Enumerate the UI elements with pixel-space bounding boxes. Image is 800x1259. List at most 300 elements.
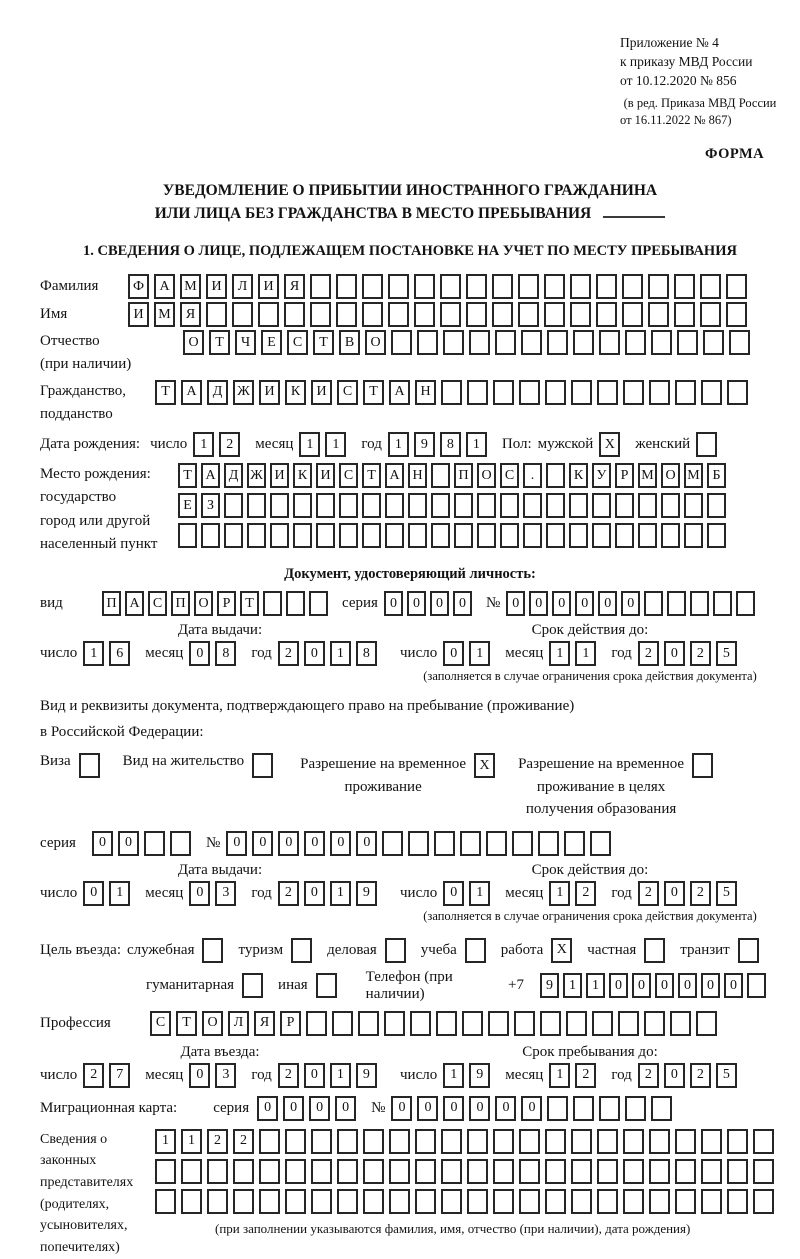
char-cell[interactable] bbox=[391, 330, 412, 355]
char-cell[interactable]: 0 bbox=[189, 881, 210, 906]
char-cell[interactable] bbox=[316, 493, 335, 518]
char-cell[interactable] bbox=[684, 493, 703, 518]
char-cell[interactable]: 0 bbox=[304, 641, 325, 666]
char-cell[interactable]: Т bbox=[240, 591, 259, 616]
char-cell[interactable] bbox=[674, 302, 695, 327]
char-cell[interactable] bbox=[467, 1189, 488, 1214]
char-cell[interactable]: 0 bbox=[664, 1063, 685, 1088]
char-cell[interactable]: У bbox=[592, 463, 611, 488]
char-cell[interactable] bbox=[259, 1189, 280, 1214]
char-cell[interactable] bbox=[623, 1189, 644, 1214]
char-cell[interactable]: 0 bbox=[443, 881, 464, 906]
char-cell[interactable] bbox=[569, 523, 588, 548]
char-cell[interactable] bbox=[311, 1189, 332, 1214]
char-cell[interactable] bbox=[592, 493, 611, 518]
char-cell[interactable] bbox=[547, 1096, 568, 1121]
char-cell[interactable] bbox=[622, 274, 643, 299]
char-cell[interactable] bbox=[466, 302, 487, 327]
char-cell[interactable]: 0 bbox=[278, 831, 299, 856]
char-cell[interactable] bbox=[546, 493, 565, 518]
char-cell[interactable] bbox=[615, 523, 634, 548]
char-cell[interactable]: 0 bbox=[495, 1096, 516, 1121]
char-cell[interactable] bbox=[467, 380, 488, 405]
char-cell[interactable]: 0 bbox=[330, 831, 351, 856]
char-cell[interactable]: 2 bbox=[638, 641, 659, 666]
char-cell[interactable]: 0 bbox=[469, 1096, 490, 1121]
char-cell[interactable]: 1 bbox=[330, 881, 351, 906]
char-cell[interactable] bbox=[144, 831, 165, 856]
checkbox-cell[interactable]: X bbox=[551, 938, 572, 963]
char-cell[interactable] bbox=[545, 1189, 566, 1214]
char-cell[interactable]: 1 bbox=[155, 1129, 176, 1154]
char-cell[interactable]: М bbox=[180, 274, 201, 299]
char-cell[interactable] bbox=[753, 1159, 774, 1184]
char-cell[interactable]: Т bbox=[313, 330, 334, 355]
checkbox-cell[interactable] bbox=[242, 973, 263, 998]
char-cell[interactable]: 1 bbox=[563, 973, 582, 998]
char-cell[interactable] bbox=[467, 1129, 488, 1154]
char-cell[interactable] bbox=[337, 1189, 358, 1214]
char-cell[interactable]: . bbox=[523, 463, 542, 488]
char-cell[interactable]: 0 bbox=[226, 831, 247, 856]
char-cell[interactable] bbox=[512, 831, 533, 856]
char-cell[interactable]: С bbox=[339, 463, 358, 488]
char-cell[interactable] bbox=[701, 1159, 722, 1184]
char-cell[interactable]: 5 bbox=[716, 641, 737, 666]
char-cell[interactable]: 0 bbox=[575, 591, 594, 616]
char-cell[interactable] bbox=[571, 1189, 592, 1214]
char-cell[interactable]: 1 bbox=[575, 641, 596, 666]
char-cell[interactable] bbox=[362, 302, 383, 327]
char-cell[interactable]: 0 bbox=[309, 1096, 330, 1121]
char-cell[interactable]: Т bbox=[176, 1011, 197, 1036]
char-cell[interactable]: Р bbox=[280, 1011, 301, 1036]
char-cell[interactable]: 8 bbox=[440, 432, 461, 457]
checkbox-cell[interactable] bbox=[291, 938, 312, 963]
char-cell[interactable] bbox=[363, 1159, 384, 1184]
char-cell[interactable]: 1 bbox=[443, 1063, 464, 1088]
char-cell[interactable] bbox=[519, 380, 540, 405]
checkbox-cell[interactable] bbox=[738, 938, 759, 963]
checkbox-cell[interactable]: X bbox=[599, 432, 620, 457]
char-cell[interactable] bbox=[622, 302, 643, 327]
checkbox-cell[interactable] bbox=[692, 753, 713, 778]
char-cell[interactable]: 1 bbox=[109, 881, 130, 906]
char-cell[interactable] bbox=[493, 1159, 514, 1184]
char-cell[interactable] bbox=[495, 330, 516, 355]
char-cell[interactable]: Д bbox=[207, 380, 228, 405]
char-cell[interactable] bbox=[596, 302, 617, 327]
char-cell[interactable] bbox=[544, 302, 565, 327]
char-cell[interactable] bbox=[544, 274, 565, 299]
char-cell[interactable]: 0 bbox=[621, 591, 640, 616]
char-cell[interactable]: 2 bbox=[575, 881, 596, 906]
char-cell[interactable] bbox=[382, 831, 403, 856]
char-cell[interactable] bbox=[362, 274, 383, 299]
char-cell[interactable] bbox=[597, 1189, 618, 1214]
char-cell[interactable] bbox=[284, 302, 305, 327]
char-cell[interactable] bbox=[389, 1129, 410, 1154]
char-cell[interactable]: 2 bbox=[638, 881, 659, 906]
char-cell[interactable] bbox=[649, 1189, 670, 1214]
char-cell[interactable]: Т bbox=[178, 463, 197, 488]
char-cell[interactable]: 2 bbox=[83, 1063, 104, 1088]
char-cell[interactable]: Я bbox=[180, 302, 201, 327]
char-cell[interactable] bbox=[597, 1129, 618, 1154]
char-cell[interactable]: 0 bbox=[664, 641, 685, 666]
char-cell[interactable]: Ф bbox=[128, 274, 149, 299]
char-cell[interactable] bbox=[597, 380, 618, 405]
char-cell[interactable] bbox=[753, 1189, 774, 1214]
char-cell[interactable] bbox=[500, 493, 519, 518]
char-cell[interactable] bbox=[293, 493, 312, 518]
checkbox-cell[interactable] bbox=[644, 938, 665, 963]
char-cell[interactable] bbox=[467, 1159, 488, 1184]
char-cell[interactable] bbox=[441, 1159, 462, 1184]
char-cell[interactable]: 1 bbox=[549, 1063, 570, 1088]
char-cell[interactable]: 0 bbox=[506, 591, 525, 616]
char-cell[interactable]: 0 bbox=[92, 831, 113, 856]
char-cell[interactable]: С bbox=[148, 591, 167, 616]
char-cell[interactable] bbox=[339, 493, 358, 518]
char-cell[interactable]: Я bbox=[284, 274, 305, 299]
char-cell[interactable]: Н bbox=[415, 380, 436, 405]
char-cell[interactable]: С bbox=[337, 380, 358, 405]
char-cell[interactable] bbox=[259, 1159, 280, 1184]
char-cell[interactable]: 1 bbox=[83, 641, 104, 666]
char-cell[interactable]: Я bbox=[254, 1011, 275, 1036]
char-cell[interactable] bbox=[233, 1189, 254, 1214]
char-cell[interactable]: Л bbox=[228, 1011, 249, 1036]
char-cell[interactable] bbox=[570, 274, 591, 299]
char-cell[interactable] bbox=[258, 302, 279, 327]
char-cell[interactable] bbox=[285, 1189, 306, 1214]
char-cell[interactable] bbox=[492, 302, 513, 327]
char-cell[interactable] bbox=[414, 302, 435, 327]
char-cell[interactable]: 0 bbox=[252, 831, 273, 856]
char-cell[interactable]: 1 bbox=[181, 1129, 202, 1154]
char-cell[interactable] bbox=[408, 493, 427, 518]
char-cell[interactable] bbox=[310, 274, 331, 299]
char-cell[interactable] bbox=[270, 493, 289, 518]
char-cell[interactable] bbox=[726, 302, 747, 327]
char-cell[interactable]: 0 bbox=[529, 591, 548, 616]
char-cell[interactable] bbox=[431, 463, 450, 488]
char-cell[interactable]: И bbox=[258, 274, 279, 299]
char-cell[interactable] bbox=[644, 1011, 665, 1036]
char-cell[interactable] bbox=[675, 1159, 696, 1184]
char-cell[interactable] bbox=[362, 523, 381, 548]
char-cell[interactable]: А bbox=[181, 380, 202, 405]
char-cell[interactable] bbox=[675, 380, 696, 405]
checkbox-cell[interactable] bbox=[696, 432, 717, 457]
char-cell[interactable]: П bbox=[454, 463, 473, 488]
char-cell[interactable]: 3 bbox=[215, 881, 236, 906]
char-cell[interactable] bbox=[309, 591, 328, 616]
char-cell[interactable]: 0 bbox=[118, 831, 139, 856]
char-cell[interactable]: 2 bbox=[219, 432, 240, 457]
char-cell[interactable]: К bbox=[293, 463, 312, 488]
char-cell[interactable]: О bbox=[194, 591, 213, 616]
char-cell[interactable] bbox=[434, 831, 455, 856]
char-cell[interactable]: Т bbox=[362, 463, 381, 488]
char-cell[interactable] bbox=[566, 1011, 587, 1036]
char-cell[interactable] bbox=[514, 1011, 535, 1036]
char-cell[interactable] bbox=[155, 1189, 176, 1214]
char-cell[interactable]: 2 bbox=[207, 1129, 228, 1154]
char-cell[interactable]: 0 bbox=[391, 1096, 412, 1121]
char-cell[interactable] bbox=[729, 330, 750, 355]
char-cell[interactable] bbox=[727, 1189, 748, 1214]
char-cell[interactable] bbox=[713, 591, 732, 616]
char-cell[interactable]: 7 bbox=[109, 1063, 130, 1088]
checkbox-cell[interactable] bbox=[385, 938, 406, 963]
char-cell[interactable] bbox=[518, 302, 539, 327]
char-cell[interactable] bbox=[519, 1189, 540, 1214]
char-cell[interactable] bbox=[521, 330, 542, 355]
char-cell[interactable] bbox=[431, 523, 450, 548]
char-cell[interactable] bbox=[518, 274, 539, 299]
char-cell[interactable]: 9 bbox=[356, 881, 377, 906]
char-cell[interactable] bbox=[519, 1159, 540, 1184]
char-cell[interactable]: 1 bbox=[325, 432, 346, 457]
char-cell[interactable] bbox=[389, 1189, 410, 1214]
char-cell[interactable] bbox=[493, 1189, 514, 1214]
char-cell[interactable]: 1 bbox=[466, 432, 487, 457]
char-cell[interactable]: 9 bbox=[469, 1063, 490, 1088]
char-cell[interactable] bbox=[649, 1129, 670, 1154]
char-cell[interactable] bbox=[644, 591, 663, 616]
char-cell[interactable]: 2 bbox=[690, 641, 711, 666]
char-cell[interactable]: А bbox=[125, 591, 144, 616]
char-cell[interactable]: 0 bbox=[257, 1096, 278, 1121]
char-cell[interactable] bbox=[285, 1129, 306, 1154]
char-cell[interactable]: 0 bbox=[443, 1096, 464, 1121]
char-cell[interactable]: 9 bbox=[540, 973, 559, 998]
char-cell[interactable] bbox=[570, 302, 591, 327]
char-cell[interactable] bbox=[667, 591, 686, 616]
char-cell[interactable] bbox=[674, 274, 695, 299]
char-cell[interactable] bbox=[592, 1011, 613, 1036]
char-cell[interactable]: 0 bbox=[664, 881, 685, 906]
char-cell[interactable] bbox=[362, 493, 381, 518]
char-cell[interactable]: 6 bbox=[109, 641, 130, 666]
char-cell[interactable]: П bbox=[171, 591, 190, 616]
char-cell[interactable] bbox=[538, 831, 559, 856]
char-cell[interactable] bbox=[181, 1189, 202, 1214]
char-cell[interactable]: 0 bbox=[678, 973, 697, 998]
char-cell[interactable] bbox=[410, 1011, 431, 1036]
char-cell[interactable] bbox=[337, 1129, 358, 1154]
char-cell[interactable] bbox=[206, 302, 227, 327]
char-cell[interactable] bbox=[247, 523, 266, 548]
char-cell[interactable] bbox=[648, 302, 669, 327]
char-cell[interactable]: 9 bbox=[356, 1063, 377, 1088]
char-cell[interactable] bbox=[675, 1129, 696, 1154]
char-cell[interactable]: 0 bbox=[552, 591, 571, 616]
char-cell[interactable] bbox=[618, 1011, 639, 1036]
char-cell[interactable]: 5 bbox=[716, 881, 737, 906]
char-cell[interactable] bbox=[545, 1129, 566, 1154]
char-cell[interactable]: А bbox=[154, 274, 175, 299]
char-cell[interactable] bbox=[571, 1129, 592, 1154]
char-cell[interactable]: 8 bbox=[215, 641, 236, 666]
char-cell[interactable] bbox=[440, 302, 461, 327]
char-cell[interactable]: О bbox=[477, 463, 496, 488]
char-cell[interactable]: 1 bbox=[469, 641, 490, 666]
char-cell[interactable] bbox=[597, 1159, 618, 1184]
char-cell[interactable] bbox=[545, 1159, 566, 1184]
char-cell[interactable] bbox=[155, 1159, 176, 1184]
char-cell[interactable]: Ч bbox=[235, 330, 256, 355]
char-cell[interactable] bbox=[690, 591, 709, 616]
char-cell[interactable] bbox=[417, 330, 438, 355]
char-cell[interactable]: 1 bbox=[388, 432, 409, 457]
char-cell[interactable]: 1 bbox=[330, 641, 351, 666]
char-cell[interactable] bbox=[441, 1189, 462, 1214]
char-cell[interactable] bbox=[462, 1011, 483, 1036]
char-cell[interactable] bbox=[661, 493, 680, 518]
char-cell[interactable]: Р bbox=[217, 591, 236, 616]
char-cell[interactable] bbox=[727, 380, 748, 405]
checkbox-cell[interactable] bbox=[316, 973, 337, 998]
checkbox-cell[interactable] bbox=[79, 753, 100, 778]
char-cell[interactable] bbox=[233, 1159, 254, 1184]
char-cell[interactable]: С bbox=[287, 330, 308, 355]
char-cell[interactable] bbox=[385, 523, 404, 548]
char-cell[interactable] bbox=[336, 274, 357, 299]
char-cell[interactable] bbox=[648, 274, 669, 299]
char-cell[interactable] bbox=[649, 1159, 670, 1184]
char-cell[interactable] bbox=[547, 330, 568, 355]
char-cell[interactable]: 5 bbox=[716, 1063, 737, 1088]
char-cell[interactable] bbox=[388, 274, 409, 299]
char-cell[interactable] bbox=[523, 493, 542, 518]
char-cell[interactable] bbox=[696, 1011, 717, 1036]
char-cell[interactable]: 1 bbox=[469, 881, 490, 906]
char-cell[interactable] bbox=[519, 1129, 540, 1154]
char-cell[interactable] bbox=[523, 523, 542, 548]
char-cell[interactable] bbox=[259, 1129, 280, 1154]
char-cell[interactable]: 1 bbox=[330, 1063, 351, 1088]
char-cell[interactable] bbox=[388, 302, 409, 327]
char-cell[interactable] bbox=[623, 380, 644, 405]
char-cell[interactable]: Т bbox=[209, 330, 230, 355]
char-cell[interactable] bbox=[232, 302, 253, 327]
char-cell[interactable] bbox=[700, 274, 721, 299]
char-cell[interactable] bbox=[477, 523, 496, 548]
char-cell[interactable]: О bbox=[202, 1011, 223, 1036]
char-cell[interactable] bbox=[178, 523, 197, 548]
char-cell[interactable] bbox=[431, 493, 450, 518]
char-cell[interactable] bbox=[440, 274, 461, 299]
char-cell[interactable]: 0 bbox=[417, 1096, 438, 1121]
char-cell[interactable] bbox=[596, 274, 617, 299]
char-cell[interactable]: 1 bbox=[549, 641, 570, 666]
char-cell[interactable] bbox=[336, 302, 357, 327]
char-cell[interactable] bbox=[492, 274, 513, 299]
char-cell[interactable] bbox=[224, 493, 243, 518]
char-cell[interactable] bbox=[670, 1011, 691, 1036]
char-cell[interactable] bbox=[311, 1159, 332, 1184]
char-cell[interactable] bbox=[701, 380, 722, 405]
char-cell[interactable] bbox=[623, 1129, 644, 1154]
char-cell[interactable]: 2 bbox=[690, 881, 711, 906]
char-cell[interactable] bbox=[599, 330, 620, 355]
char-cell[interactable]: 1 bbox=[299, 432, 320, 457]
char-cell[interactable] bbox=[703, 330, 724, 355]
char-cell[interactable] bbox=[310, 302, 331, 327]
char-cell[interactable] bbox=[441, 380, 462, 405]
char-cell[interactable]: И bbox=[206, 274, 227, 299]
char-cell[interactable]: И bbox=[270, 463, 289, 488]
char-cell[interactable]: З bbox=[201, 493, 220, 518]
char-cell[interactable]: Е bbox=[178, 493, 197, 518]
char-cell[interactable] bbox=[358, 1011, 379, 1036]
char-cell[interactable] bbox=[638, 523, 657, 548]
char-cell[interactable] bbox=[408, 831, 429, 856]
char-cell[interactable]: 2 bbox=[690, 1063, 711, 1088]
char-cell[interactable]: 0 bbox=[724, 973, 743, 998]
char-cell[interactable]: К bbox=[569, 463, 588, 488]
char-cell[interactable]: А bbox=[201, 463, 220, 488]
char-cell[interactable]: 1 bbox=[193, 432, 214, 457]
char-cell[interactable] bbox=[651, 1096, 672, 1121]
char-cell[interactable]: 3 bbox=[215, 1063, 236, 1088]
checkbox-cell[interactable]: X bbox=[474, 753, 495, 778]
char-cell[interactable] bbox=[727, 1159, 748, 1184]
char-cell[interactable] bbox=[469, 330, 490, 355]
char-cell[interactable]: И bbox=[128, 302, 149, 327]
char-cell[interactable] bbox=[415, 1129, 436, 1154]
char-cell[interactable] bbox=[415, 1189, 436, 1214]
char-cell[interactable] bbox=[488, 1011, 509, 1036]
char-cell[interactable] bbox=[623, 1159, 644, 1184]
char-cell[interactable] bbox=[707, 493, 726, 518]
char-cell[interactable] bbox=[316, 523, 335, 548]
char-cell[interactable]: 0 bbox=[384, 591, 403, 616]
char-cell[interactable]: 0 bbox=[609, 973, 628, 998]
char-cell[interactable] bbox=[747, 973, 766, 998]
char-cell[interactable]: Т bbox=[155, 380, 176, 405]
char-cell[interactable] bbox=[500, 523, 519, 548]
char-cell[interactable] bbox=[493, 380, 514, 405]
char-cell[interactable]: 1 bbox=[586, 973, 605, 998]
char-cell[interactable] bbox=[247, 493, 266, 518]
char-cell[interactable]: 0 bbox=[335, 1096, 356, 1121]
char-cell[interactable]: П bbox=[102, 591, 121, 616]
char-cell[interactable] bbox=[436, 1011, 457, 1036]
char-cell[interactable] bbox=[385, 493, 404, 518]
char-cell[interactable] bbox=[415, 1159, 436, 1184]
char-cell[interactable] bbox=[638, 493, 657, 518]
char-cell[interactable] bbox=[727, 1129, 748, 1154]
char-cell[interactable] bbox=[707, 523, 726, 548]
char-cell[interactable] bbox=[460, 831, 481, 856]
char-cell[interactable]: И bbox=[259, 380, 280, 405]
char-cell[interactable]: 0 bbox=[632, 973, 651, 998]
char-cell[interactable] bbox=[389, 1159, 410, 1184]
char-cell[interactable] bbox=[649, 380, 670, 405]
char-cell[interactable]: 0 bbox=[189, 641, 210, 666]
char-cell[interactable]: 2 bbox=[575, 1063, 596, 1088]
char-cell[interactable] bbox=[414, 274, 435, 299]
char-cell[interactable]: 0 bbox=[304, 831, 325, 856]
char-cell[interactable]: 0 bbox=[83, 881, 104, 906]
char-cell[interactable]: 0 bbox=[701, 973, 720, 998]
char-cell[interactable] bbox=[573, 1096, 594, 1121]
char-cell[interactable] bbox=[207, 1159, 228, 1184]
